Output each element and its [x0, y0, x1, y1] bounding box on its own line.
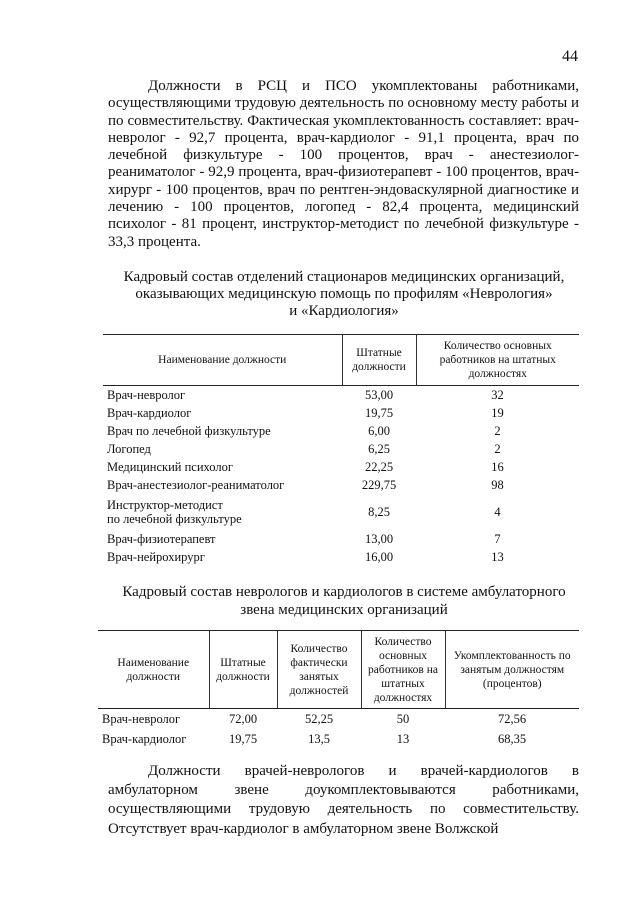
- cell-position: Врач-невролог: [102, 711, 181, 726]
- cell-occupied: 52,25: [304, 711, 334, 726]
- cell-position: Врач-физиотерапевт: [107, 532, 216, 546]
- cell-position: Врач-анестезиолог-реаниматолог: [107, 478, 285, 492]
- header-main-workers: Количество основных работников на штатных должностях: [416, 335, 579, 386]
- cell-position: [103, 494, 342, 530]
- cell-workers: 98: [491, 478, 504, 492]
- table-row: [98, 709, 579, 730]
- cell-workers: 16: [491, 460, 504, 474]
- cell-workers: 19: [491, 406, 504, 420]
- header-occupied-positions: Количество фактически занятых должностей: [277, 631, 361, 709]
- table1-title-line1: Кадровый состав отделений стационаров медицинских организаций,: [123, 269, 565, 285]
- cell-occupied: 13,5: [308, 731, 330, 746]
- cell-position-line2: по лечебной физкультуре: [107, 512, 242, 526]
- cell-workers: 4: [494, 505, 501, 519]
- table-row: [103, 530, 579, 548]
- cell-workers: 13: [491, 550, 504, 564]
- cell-staff: 6,25: [368, 442, 390, 456]
- header-position: Наименование должности: [103, 335, 342, 386]
- table-header-row: [103, 335, 579, 386]
- cell-staff: 53,00: [364, 388, 394, 402]
- table-hospital-staff: [103, 334, 579, 566]
- table1-title-line3: и «Кардиология»: [289, 303, 399, 319]
- table-row: [103, 404, 579, 422]
- cell-staff: 16,00: [364, 550, 394, 564]
- cell-staff: 8,25: [368, 505, 390, 519]
- table-row: [103, 440, 579, 458]
- cell-staffing: 72,56: [497, 711, 527, 726]
- table-row: [98, 729, 579, 749]
- cell-position: Логопед: [107, 442, 151, 456]
- cell-position: Медицинский психолог: [107, 460, 233, 474]
- table-row: [103, 548, 579, 566]
- table-row: [103, 458, 579, 476]
- cell-workers: 2: [494, 442, 501, 456]
- page-number: 44: [562, 48, 578, 65]
- table-row: [103, 476, 579, 494]
- cell-staff: 13,00: [364, 532, 394, 546]
- header-staffing-percent: Укомплектованность по занятым должностям (процентов): [445, 631, 579, 709]
- cell-staff: 19,75: [364, 406, 394, 420]
- cell-staff: 72,00: [228, 711, 258, 726]
- cell-position: Врач-нейрохирург: [107, 550, 205, 564]
- header-main-workers: Количество основных работников на штатных должностях: [361, 631, 445, 709]
- header-staff-positions: Штатные должности: [342, 335, 416, 386]
- cell-workers: 32: [491, 388, 504, 402]
- cell-staff: 19,75: [228, 731, 258, 746]
- cell-staff: 229,75: [361, 478, 397, 492]
- cell-staff: 6,00: [368, 424, 390, 438]
- cell-position: Врач по лечебной физкультуре: [107, 424, 271, 438]
- table-row: [103, 422, 579, 440]
- cell-staff: 22,25: [364, 460, 394, 474]
- table2-title-line2: звена медицинских организаций: [240, 602, 448, 618]
- table2-title-line1: Кадровый состав неврологов и кардиологов в системе амбулаторного: [122, 584, 566, 600]
- header-staff-positions: Штатные должности: [209, 631, 277, 709]
- cell-workers: 13: [396, 731, 410, 746]
- table2-title: [98, 583, 590, 619]
- table-row: [103, 386, 579, 405]
- table-header-row: [98, 631, 579, 709]
- table-row: [103, 494, 579, 530]
- table1-title: [98, 269, 590, 320]
- paragraph-outpatient-staffing: Должности врачей-неврологов и врачей-кардиологов в амбулаторном звене доукомплектовываются работниками, осуществляющими трудовую деятельность по совместительству. Отсутствует врач-кардиолог в амбулаторном звене Волжской: [108, 763, 579, 837]
- cell-position-line1: Инструктор-методист: [107, 498, 223, 512]
- cell-position: Врач-кардиолог: [107, 406, 192, 420]
- cell-workers: 2: [494, 424, 501, 438]
- header-position: Наименование должности: [98, 631, 209, 709]
- table1-title-line2: оказывающих медицинскую помощь по профилям «Неврология»: [135, 286, 553, 302]
- cell-position: Врач-невролог: [107, 388, 186, 402]
- cell-workers: 50: [396, 711, 410, 726]
- table-outpatient-staff: [98, 630, 579, 749]
- cell-workers: 7: [494, 532, 501, 546]
- cell-staffing: 68,35: [497, 731, 527, 746]
- paragraph-staffing-rsc-pso: Должности в РСЦ и ПСО укомплектованы работниками, осуществляющими трудовую деятельность по основному месту работы и по совместительству. Фактическая укомплектованность составляет: врач-невролог - 92,7 процента, врач-кардиолог - 91,1 процента, врач по лечебной физкультуре - 100 процентов, врач - анестезиолог-реаниматолог - 92,9 процента, врач-физиотерапевт - 100 процентов, врач-хирург - 100 процентов, врач по рентген-эндоваскулярной диагностике и лечению - 100 процентов, логопед - 82,4 процента, медицинский психолог - 81 процент, инструктор-методист по лечебной физкультуре - 33,3 процента.: [108, 78, 579, 250]
- cell-position: Врач-кардиолог: [102, 731, 187, 746]
